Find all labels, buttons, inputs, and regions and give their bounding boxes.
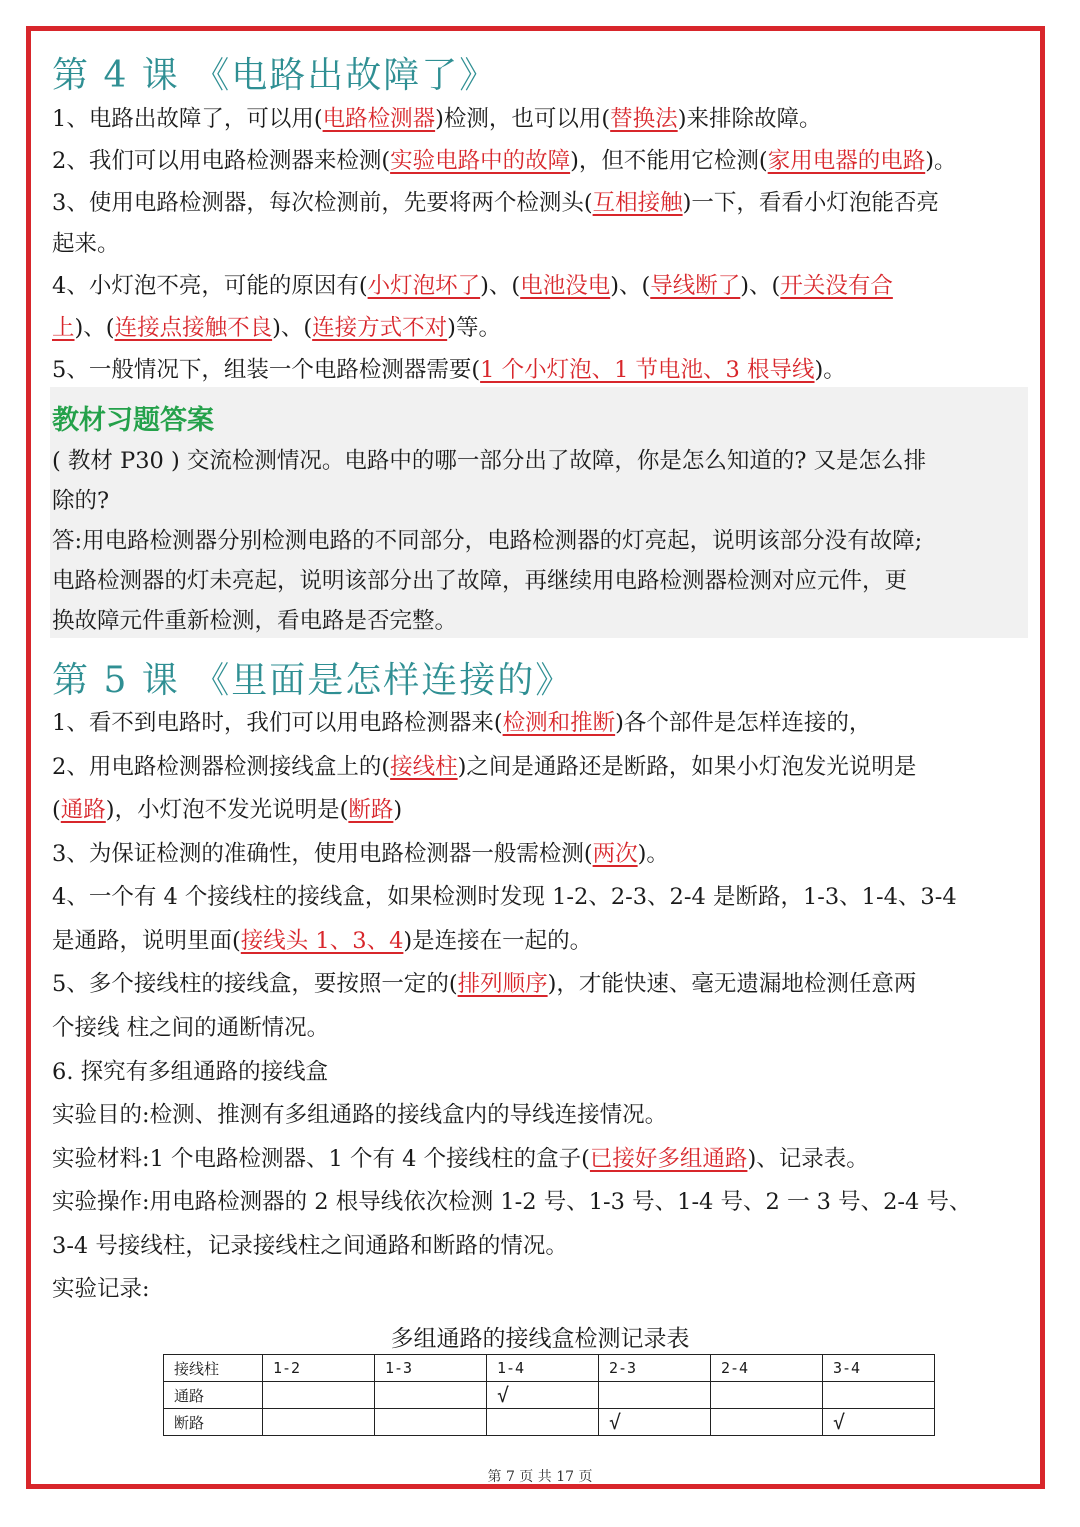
lesson4-line	[52, 313, 1032, 343]
line-text: )来排除故障。	[677, 106, 822, 132]
answer-text: 已接好多组通路	[589, 1146, 748, 1172]
lesson4-line	[52, 188, 1032, 218]
table-cell	[711, 1409, 823, 1436]
line-text: )	[393, 797, 403, 823]
textbook-line: 除的?	[52, 488, 110, 514]
answer-text: 通路	[60, 797, 106, 823]
lesson4-line	[52, 104, 1032, 134]
table-cell: 1-3	[375, 1355, 487, 1382]
table-cell: 2-3	[599, 1355, 711, 1382]
lesson5-line	[52, 1013, 1032, 1043]
line-text: 2、用电路检测器检测接线盒上的(	[52, 754, 391, 780]
answer-text: 互相接触	[592, 190, 683, 216]
lesson5-line	[52, 969, 1032, 999]
lesson5-line	[52, 1231, 1032, 1261]
answer-text: 导线断了	[650, 273, 741, 299]
textbook-line: ( 教材 P30 ) 交流检测情况。电路中的哪一部分出了故障，你是怎么知道的? 又是怎么排	[52, 448, 927, 474]
line-text: )，才能快速、毫无遗漏地检测任意两	[547, 971, 917, 997]
lesson4-line	[52, 271, 1032, 301]
table-cell	[487, 1409, 599, 1436]
line-text: )一下，看看小灯泡能否亮	[682, 190, 939, 216]
line-text: )、(	[610, 273, 651, 299]
textbook-line: 答:用电路检测器分别检测电路的不同部分，电路检测器的灯亮起，说明该部分没有故障;	[52, 528, 923, 554]
line-text: 1、电路出故障了，可以用(	[52, 106, 323, 132]
lesson5-line	[52, 795, 1032, 825]
line-text: 1、看不到电路时，我们可以用电路检测器来(	[52, 710, 503, 736]
answer-text: 实验电路中的故障	[390, 148, 571, 174]
table-header-row	[164, 1355, 935, 1382]
table-row	[164, 1409, 935, 1436]
line-text: 实验材料:1 个电路检测器、1 个有 4 个接线柱的盒子(	[52, 1146, 590, 1172]
answer-text: 小灯泡坏了	[367, 273, 481, 299]
table-cell	[375, 1409, 487, 1436]
answer-text: 开关没有合	[780, 273, 893, 299]
lesson5-line	[52, 1144, 1032, 1174]
lesson5-line	[52, 1057, 1032, 1087]
line-text: 5、一般情况下，组装一个电路检测器需要(	[52, 357, 481, 383]
answer-text: 家用电器的电路	[767, 148, 926, 174]
line-text: )之间是通路还是断路，如果小灯泡发光说明是	[457, 754, 917, 780]
line-text: )检测，也可以用(	[435, 106, 611, 132]
line-text: )，但不能用它检测(	[570, 148, 768, 174]
line-text: )、(	[480, 273, 521, 299]
check-mark: √	[823, 1409, 935, 1436]
line-text: 4、小灯泡不亮，可能的原因有(	[52, 273, 368, 299]
line-text: 是通路，说明里面(	[52, 928, 241, 954]
record-table	[163, 1354, 935, 1436]
answer-text: 检测和推断	[502, 710, 616, 736]
line-text: )等。	[447, 315, 501, 341]
lesson5-line	[52, 752, 1032, 782]
line-text: )。	[925, 148, 957, 174]
answer-text: 1 个小灯泡、1 节电池、3 根导线	[480, 357, 815, 383]
table-cell: 1-4	[487, 1355, 599, 1382]
table-row	[164, 1382, 935, 1409]
table-cell	[823, 1382, 935, 1409]
table-cell: 断路	[164, 1409, 263, 1436]
lesson4-line	[52, 146, 1032, 176]
line-text: 实验操作:用电路检测器的 2 根导线依次检测 1-2 号、1-3 号、1-4 号、2 一 3 号、2-4 号、	[52, 1189, 972, 1215]
line-text: 2、我们可以用电路检测器来检测(	[52, 148, 391, 174]
answer-text: 排列顺序	[457, 971, 548, 997]
line-text: 实验目的:检测、推测有多组通路的接线盒内的导线连接情况。	[52, 1102, 668, 1128]
line-text: (	[52, 797, 61, 823]
answer-text: 连接方式不对	[312, 315, 448, 341]
line-text: 个接线 柱之间的通断情况。	[52, 1015, 330, 1041]
line-text: )，小灯泡不发光说明是(	[105, 797, 349, 823]
table-cell	[263, 1382, 375, 1409]
textbook-line: 电路检测器的灯未亮起，说明该部分出了故障，再继续用电路检测器检测对应元件，更	[52, 568, 908, 594]
check-mark: √	[599, 1409, 711, 1436]
lesson4-title: 第 4 课 《电路出故障了》	[52, 55, 498, 96]
table-cell: 1-2	[263, 1355, 375, 1382]
textbook-answer-title: 教材习题答案	[52, 405, 214, 436]
lesson5-line	[52, 708, 1032, 738]
lesson5-line	[52, 1274, 1032, 1304]
answer-text: 上	[52, 315, 75, 341]
line-text: )、(	[272, 315, 313, 341]
lesson5-line	[52, 926, 1032, 956]
answer-text: 替换法	[610, 106, 678, 132]
lesson5-title: 第 5 课 《里面是怎样连接的》	[52, 660, 574, 701]
lesson5-line	[52, 839, 1032, 869]
line-text: 起来。	[52, 231, 120, 257]
table-cell	[375, 1382, 487, 1409]
line-text: )。	[637, 841, 669, 867]
line-text: 实验记录:	[52, 1276, 150, 1302]
table-cell: 接线柱	[164, 1355, 263, 1382]
lesson4-line	[52, 229, 1032, 259]
answer-text: 电路检测器	[322, 106, 436, 132]
line-text: )。	[814, 357, 846, 383]
line-text: )、记录表。	[747, 1146, 869, 1172]
line-text: 4、一个有 4 个接线柱的接线盒，如果检测时发现 1-2、2-3、2-4 是断路，1-3、1-4、3-4	[52, 884, 957, 910]
lesson5-line	[52, 882, 1032, 912]
line-text: )、(	[740, 273, 781, 299]
line-text: )、(	[74, 315, 115, 341]
table-cell	[263, 1409, 375, 1436]
check-mark: √	[487, 1382, 599, 1409]
answer-text: 接线柱	[390, 754, 458, 780]
answer-text: 两次	[592, 841, 638, 867]
table-cell	[599, 1382, 711, 1409]
line-text: 5、多个接线柱的接线盒，要按照一定的(	[52, 971, 458, 997]
line-text: )是连接在一起的。	[403, 928, 593, 954]
line-text: 3-4 号接线柱，记录接线柱之间通路和断路的情况。	[52, 1233, 568, 1259]
lesson4-line	[52, 355, 1032, 385]
answer-text: 断路	[348, 797, 394, 823]
line-text: 3、为保证检测的准确性，使用电路检测器一般需检测(	[52, 841, 593, 867]
page-footer: 第 7 页 共 17 页	[487, 1469, 593, 1485]
lesson5-line	[52, 1187, 1032, 1217]
table-cell: 3-4	[823, 1355, 935, 1382]
table-cell: 2-4	[711, 1355, 823, 1382]
line-text: 6. 探究有多组通路的接线盒	[52, 1059, 329, 1085]
table-cell	[711, 1382, 823, 1409]
answer-text: 连接点接触不良	[114, 315, 273, 341]
line-text: 3、使用电路检测器，每次检测前，先要将两个检测头(	[52, 190, 593, 216]
record-table-title: 多组通路的接线盒检测记录表	[390, 1326, 690, 1352]
textbook-line: 换故障元件重新检测，看电路是否完整。	[52, 608, 458, 634]
lesson5-line	[52, 1100, 1032, 1130]
answer-text: 接线头 1、3、4	[240, 928, 404, 954]
table-cell: 通路	[164, 1382, 263, 1409]
line-text: )各个部件是怎样连接的，	[615, 710, 872, 736]
answer-text: 电池没电	[520, 273, 611, 299]
